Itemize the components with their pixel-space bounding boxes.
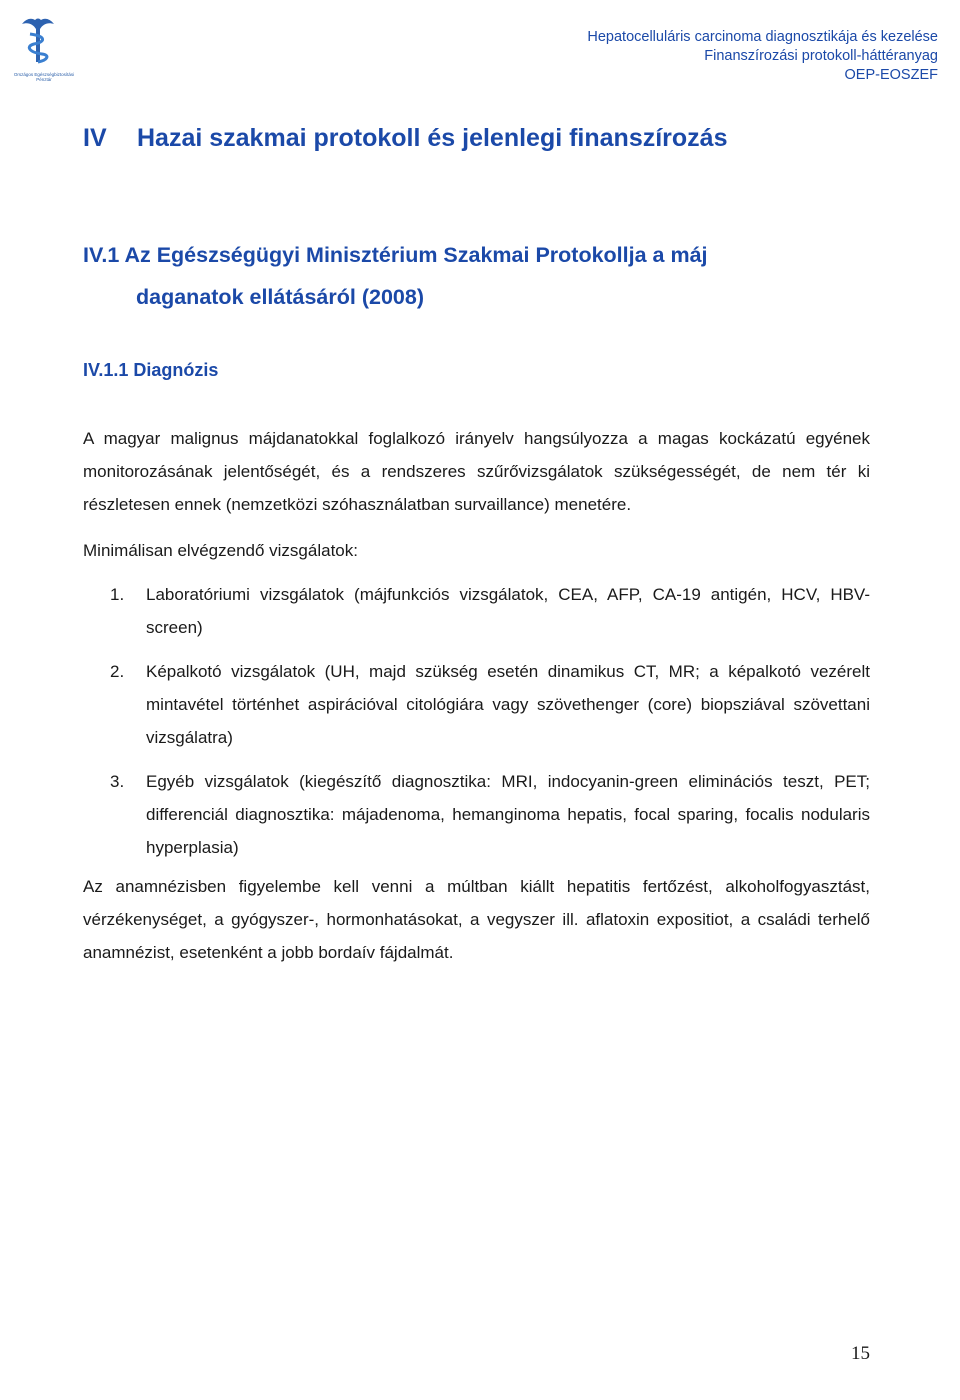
list-item bbox=[110, 655, 870, 754]
section-heading bbox=[83, 124, 727, 153]
list-item-text: Képalkotó vizsgálatok (UH, majd szükség esetén dinamikus CT, MR; a képalkotó vezérelt mintavétel történhet aspirációval citológiára vagy szövethenger (core) biopsziával szövettani vizsgálatra) bbox=[146, 662, 870, 747]
subsection-title-line1: IV.1 Az Egészségügyi Minisztérium Szakmai Protokollja a máj bbox=[83, 243, 708, 267]
list-item-text: Laboratóriumi vizsgálatok (májfunkciós vizsgálatok, CEA, AFP, CA-19 antigén, HCV, HBV-screen) bbox=[146, 585, 870, 637]
running-header bbox=[587, 28, 938, 85]
list-item-number: 1. bbox=[110, 585, 125, 604]
header-line-subtitle: Finanszírozási protokoll-háttéranyag bbox=[704, 48, 938, 64]
body-paragraph-2: Minimálisan elvégzendő vizsgálatok: bbox=[83, 541, 358, 560]
list-item-number: 3. bbox=[110, 772, 125, 791]
page-number: 15 bbox=[851, 1343, 870, 1364]
subsubsection-heading: IV.1.1 Diagnózis bbox=[83, 360, 219, 380]
logo-caption: Országos Egészségbiztosítási Pénztár bbox=[13, 72, 75, 82]
header-line-org: OEP-EOSZEF bbox=[844, 67, 938, 83]
section-number: IV bbox=[83, 124, 107, 152]
oep-logo bbox=[6, 14, 75, 82]
subsection-heading bbox=[83, 234, 843, 318]
list-item bbox=[110, 578, 870, 644]
list-item bbox=[110, 765, 870, 864]
body-paragraph-1: A magyar malignus májdanatokkal foglalkozó irányelv hangsúlyozza a magas kockázatú egyének monitorozásának jelentőségét, és a rendszeres szűrővizsgálatok szükségességét, de nem tér ki részletesen ennek (nemzetközi szóhasználatban survaillance) menetére. bbox=[83, 429, 870, 514]
header-line-title: Hepatocelluláris carcinoma diagnosztikája és kezelése bbox=[587, 29, 938, 45]
caduceus-logo-icon bbox=[6, 14, 70, 70]
list-item-text: Egyéb vizsgálatok (kiegészítő diagnosztika: MRI, indocyanin-green eliminációs teszt, PET; differenciál diagnosztika: májadenoma, hemanginoma hepatis, focal sparing, focalis nodularis hyperplasia) bbox=[146, 772, 870, 857]
section-title: Hazai szakmai protokoll és jelenlegi finanszírozás bbox=[137, 124, 728, 152]
body-paragraph-3: Az anamnézisben figyelembe kell venni a múltban kiállt hepatitis fertőzést, alkoholfogyasztást, vérzékenységet, a gyógyszer-, hormonhatásokat, a vegyszer ill. aflatoxin expositiot, a családi terhelő anamnézist, esetenként a jobb bordaív fájdalmát. bbox=[83, 877, 870, 962]
subsection-title-line2: daganatok ellátásáról (2008) bbox=[136, 285, 424, 309]
list-item-number: 2. bbox=[110, 662, 125, 681]
examination-list bbox=[110, 578, 870, 875]
